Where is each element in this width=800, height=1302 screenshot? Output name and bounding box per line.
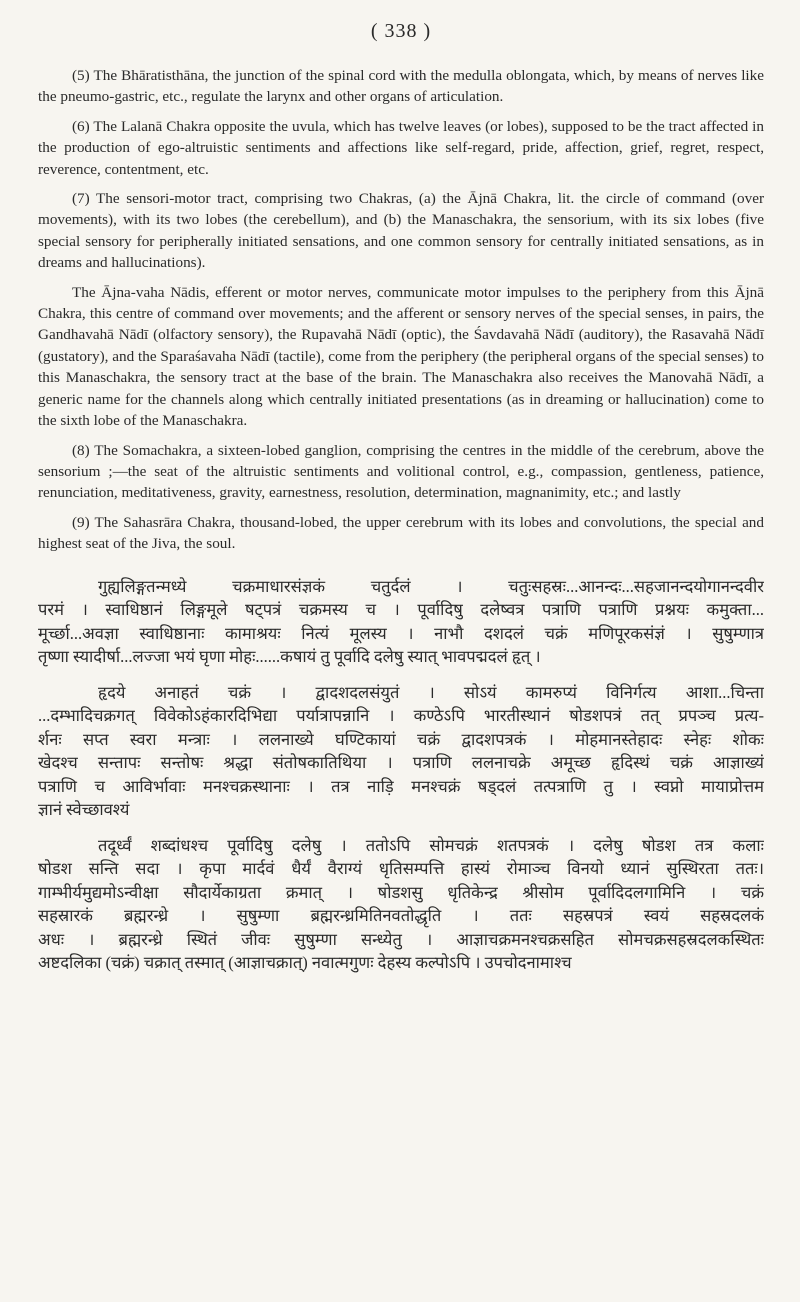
sanskrit-line: खेदश्च सन्तापः सन्तोषः श्रद्धा संतोषकातिथिया । पत्राणि ललनाचक्रे अमूच्छ हृदिस्थं चक्रं आज्ञाख्यं — [38, 753, 764, 773]
sanskrit-line: र्शनः सप्त स्वरा मन्त्राः । ललनाख्ये घण्टिकायां चक्रं द्वादशपत्रकं । मोहमानस्तेहादः स्नेहः शोकः — [38, 729, 764, 749]
sanskrit-line: अष्टदलिका (चक्रं) चक्रात् तस्मात् (आज्ञाचक्रात्) नवात्मगुणः देहस्य कल्पोऽपि । उपचोदनामाश्च — [38, 953, 572, 973]
sanskrit-line: ...दम्भादिचक्रगत् विवेकोऽहंकारदिभिद्या पर्यात्रापन्नानि । कण्ठेऽपि भारतीस्थानं षोडशपत्रं तत् प्रपञ्च प्रत्य- — [38, 706, 764, 726]
paragraph-9: (9) The Sahasrāra Chakra, thousand-lobed, the upper cerebrum with its lobes and convolutions, the special and highest seat of the Jiva, the soul. — [38, 513, 764, 553]
paragraph-ajna-vaha: The Ājna-vaha Nādis, efferent or motor nerves, communicate motor impulses to the periphery from this Ājnā Chakra, this centre of command over movements; and the afferent or sensory nerves of the special senses, in pairs, the Gandhavahā Nādī (olfactory sensory), the Rupavahā Nādī (optic), the Śavdavahā Nādī (auditory), the Rasavahā Nādī (gustatory), and the Sparaśavaha Nādī (tactile), come from the periphery (the peripheral organs of the special senses) to this Manaschakra, the sensory tract at the base of the brain. The Manaschakra also receives the Manovahā Nādī, a generic name for the channels along which centrally initiated presentations (as in dreaming or hallucination) come to the sixth lobe of the Manaschakra. — [38, 283, 764, 430]
sanskrit-line: सहस्रारकं ब्रह्मरन्ध्रे । सुषुम्णा ब्रह्मरन्ध्रमितिनवतोद्धृति । ततः सहस्रपत्रं स्वयं सहस्रदलकं — [38, 906, 764, 926]
sanskrit-verse-block-1 — [38, 575, 764, 669]
sanskrit-line: गाम्भीर्यमुद्यमोऽन्वीक्षा सौदार्येकाग्रता क्रमात् । षोडशसु धृतिकेन्द्र श्रीसोम पूर्वादिदलगामिनि । चक्रं — [38, 882, 764, 902]
sanskrit-line: षोडश सन्ति सदा । कृपा मार्दवं धैर्यं वैराग्यं धृतिसम्पत्ति हास्यं रोमाञ्च विनयो ध्यानं सुस्थिरता ततः। — [38, 859, 764, 879]
sanskrit-line: अधः । ब्रह्मरन्ध्रे स्थितं जीवः सुषुम्णा सन्ध्येतु । आज्ञाचक्रमनश्चक्रसहित सोमचक्रसहस्रदलकस्थितः — [38, 929, 764, 949]
sanskrit-line: पत्राणि च आविर्भावाः मनश्चक्रस्थानाः । तत्र नाड़ि मनश्चक्रं षड्दलं तत्पत्राणि तु । स्वप्नो मायाप्रोत्तम — [38, 776, 764, 796]
sanskrit-line: मूर्च्छा...अवज्ञा स्वाधिष्ठानाः कामाश्रयः नित्यं मूलस्य । नाभौ दशदलं चक्रं मणिपूरकसंज्ञं । सुषुम्णात्र — [38, 623, 764, 643]
sanskrit-verse-block-3 — [38, 834, 764, 975]
sanskrit-verse-block-2 — [38, 681, 764, 822]
sanskrit-line: गुह्यलिङ्गतन्मध्ये चक्रमाधारसंज्ञकं चतुर्दलं । चतुःसहस्रः...आनन्दः...सहजानन्दयोगानन्दवीर — [98, 576, 764, 596]
paragraph-8: (8) The Somachakra, a sixteen-lobed ganglion, comprising the centres in the middle of the cerebrum, above the sensorium ;—the seat of the altruistic sentiments and volitional control, e.g., compassion, gentleness, patience, renunciation, meditativeness, gravity, earnestness, resolution, determination, magnanimity, etc.; and lastly — [38, 441, 764, 502]
sanskrit-line: ज्ञानं स्वेच्छावश्यं — [38, 800, 130, 820]
paragraph-6: (6) The Lalanā Chakra opposite the uvula, which has twelve leaves (or lobes), supposed to be the tract affected in the production of ego-altruistic sentiments and affections like self-regard, pride, affection, grief, regret, respect, reverence, contentment, etc. — [38, 117, 764, 178]
paragraph-5: (5) The Bhāratisthāna, the junction of the spinal cord with the medulla oblongata, which, by means of nerves like the pneumo-gastric, etc., regulate the larynx and other organs of articulation. — [38, 67, 764, 106]
sanskrit-line: हृदये अनाहतं चक्रं । द्वादशदलसंयुतं । सोऽयं कामरुप्यं विनिर्गत्य आशा...चिन्ता — [98, 682, 764, 702]
sanskrit-line: परमं । स्वाधिष्ठानं लिङ्गमूले षट्पत्रं चक्रमस्य च । पूर्वादिषु दलेष्वत्र पत्राणि पत्राणि प्रश्नयः कमुक्ता... — [38, 600, 764, 620]
sanskrit-line: तदूर्ध्वं शब्दांधश्च पूर्वादिषु दलेषु । ततोऽपि सोमचक्रं शतपत्रकं । दलेषु षोडश तत्र कलाः — [98, 835, 764, 855]
paragraph-7: (7) The sensori-motor tract, comprising two Chakras, (a) the Ājnā Chakra, lit. the circle of command (over movements), with its two lobes (the cerebellum), and (b) the Manaschakra, the sensorium, with its six lobes (five special sensory for peripherally initiated sensations, and one common sensory for centrally initiated sensations, as in dreams and hallucinations). — [38, 190, 764, 272]
sanskrit-line: तृष्णा स्यादीर्षा...लज्जा भयं घृणा मोहः......कषायं तु पूर्वादि दलेषु स्यात् भावपद्मदलं हृत् । — [38, 647, 541, 667]
page-number: ( 338 ) — [370, 20, 432, 42]
